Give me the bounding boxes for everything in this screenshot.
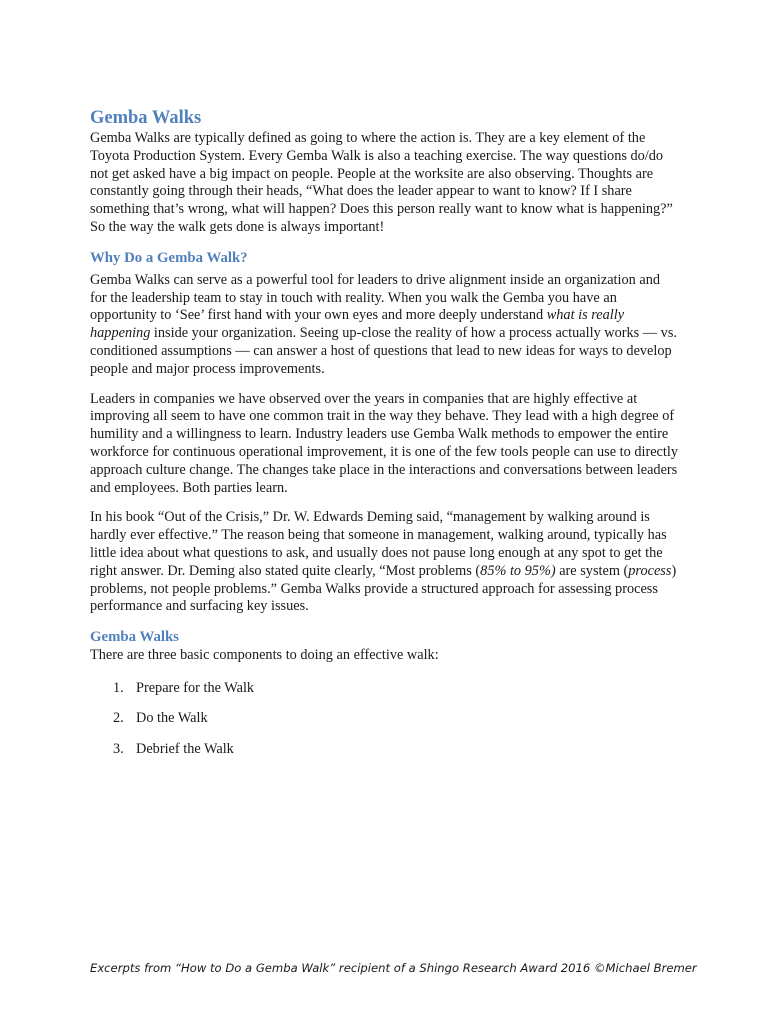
list-item-text: Prepare for the Walk bbox=[136, 679, 255, 696]
why-paragraph-3 bbox=[90, 509, 680, 616]
why-p1-text-a: Gemba Walks can serve as a powerful tool for leaders to drive alignment inside an organization and for the leadership team to stay in touch with reality. When you walk the Gemba you have an opportunity to ‘See’ first hand with your own eyes and more deeply understand bbox=[90, 271, 661, 324]
page-title: Gemba Walks bbox=[90, 108, 202, 128]
list-item bbox=[90, 709, 680, 727]
document-body bbox=[90, 106, 680, 770]
list-item-number: 3. bbox=[113, 740, 124, 757]
intro-paragraph: Gemba Walks are typically defined as going to where the action is. They are a key element of the Toyota Production System. Every Gemba Walk is also a teaching exercise. The way questions do/do not get asked have a big impact on people. People at the worksite are also observing. Thoughts are constantly going through their heads, “What does the leader appear to want to know? If I share something that’s wrong, what will happen? Does this person really want to know what is happening?” So the way the walk gets done is always important! bbox=[90, 130, 673, 235]
list-item-number: 2. bbox=[113, 710, 124, 727]
list-item bbox=[90, 740, 680, 758]
page-footer: Excerpts from “How to Do a Gemba Walk” recipient of a Shingo Research Award 2016 ©Michael Bremer bbox=[90, 961, 697, 975]
list-item-number: 1. bbox=[113, 679, 124, 696]
why-p1-emphasis: what is really happening bbox=[90, 307, 625, 342]
steps-list bbox=[90, 679, 680, 758]
components-intro: There are three basic components to doing an effective walk: bbox=[90, 647, 439, 664]
why-paragraph-1 bbox=[90, 272, 680, 379]
list-item-text: Debrief the Walk bbox=[136, 740, 234, 757]
list-item-text: Do the Walk bbox=[136, 710, 208, 727]
why-p3-emphasis-process: process bbox=[628, 562, 672, 579]
why-p3-text-b: are system ( bbox=[555, 562, 629, 579]
why-p3-text-a: In his book “Out of the Crisis,” Dr. W. Edwards Deming said, “management by walking around is hardly ever effective.” The reason being that someone in management, walking around, typically has little idea about what questions to ask, and usually does not pause long enough at any spot to get the right answer. Dr. Deming also stated quite clearly, “Most problems ( bbox=[90, 509, 667, 579]
why-p3-emphasis-percent: 85% to 95%) bbox=[480, 562, 556, 579]
section-heading-why: Why Do a Gemba Walk? bbox=[90, 249, 248, 266]
why-p3-text-c: ) problems, not people problems.” Gemba Walks provide a structured approach for assessing process performance and surfacing key issues. bbox=[90, 562, 677, 615]
why-p1-text-b: inside your organization. Seeing up-close the reality of how a process actually works — vs. conditioned assumptions — can answer a host of questions that lead to new ideas for ways to develop people and major process improvements. bbox=[90, 325, 677, 377]
section-heading-gemba-walks: Gemba Walks bbox=[90, 629, 179, 646]
list-item bbox=[90, 679, 680, 697]
why-paragraph-2: Leaders in companies we have observed over the years in companies that are highly effective at improving all seem to have one common trait in the way they behave. They lead with a high degree of humility and a willingness to learn. Industry leaders use Gemba Walk methods to empower the entire workforce for continuous operational improvement, it is one of the few tools people can use to directly approach culture change. The changes take place in the interactions and conversations between leaders and employees. Both parties learn. bbox=[90, 390, 678, 496]
